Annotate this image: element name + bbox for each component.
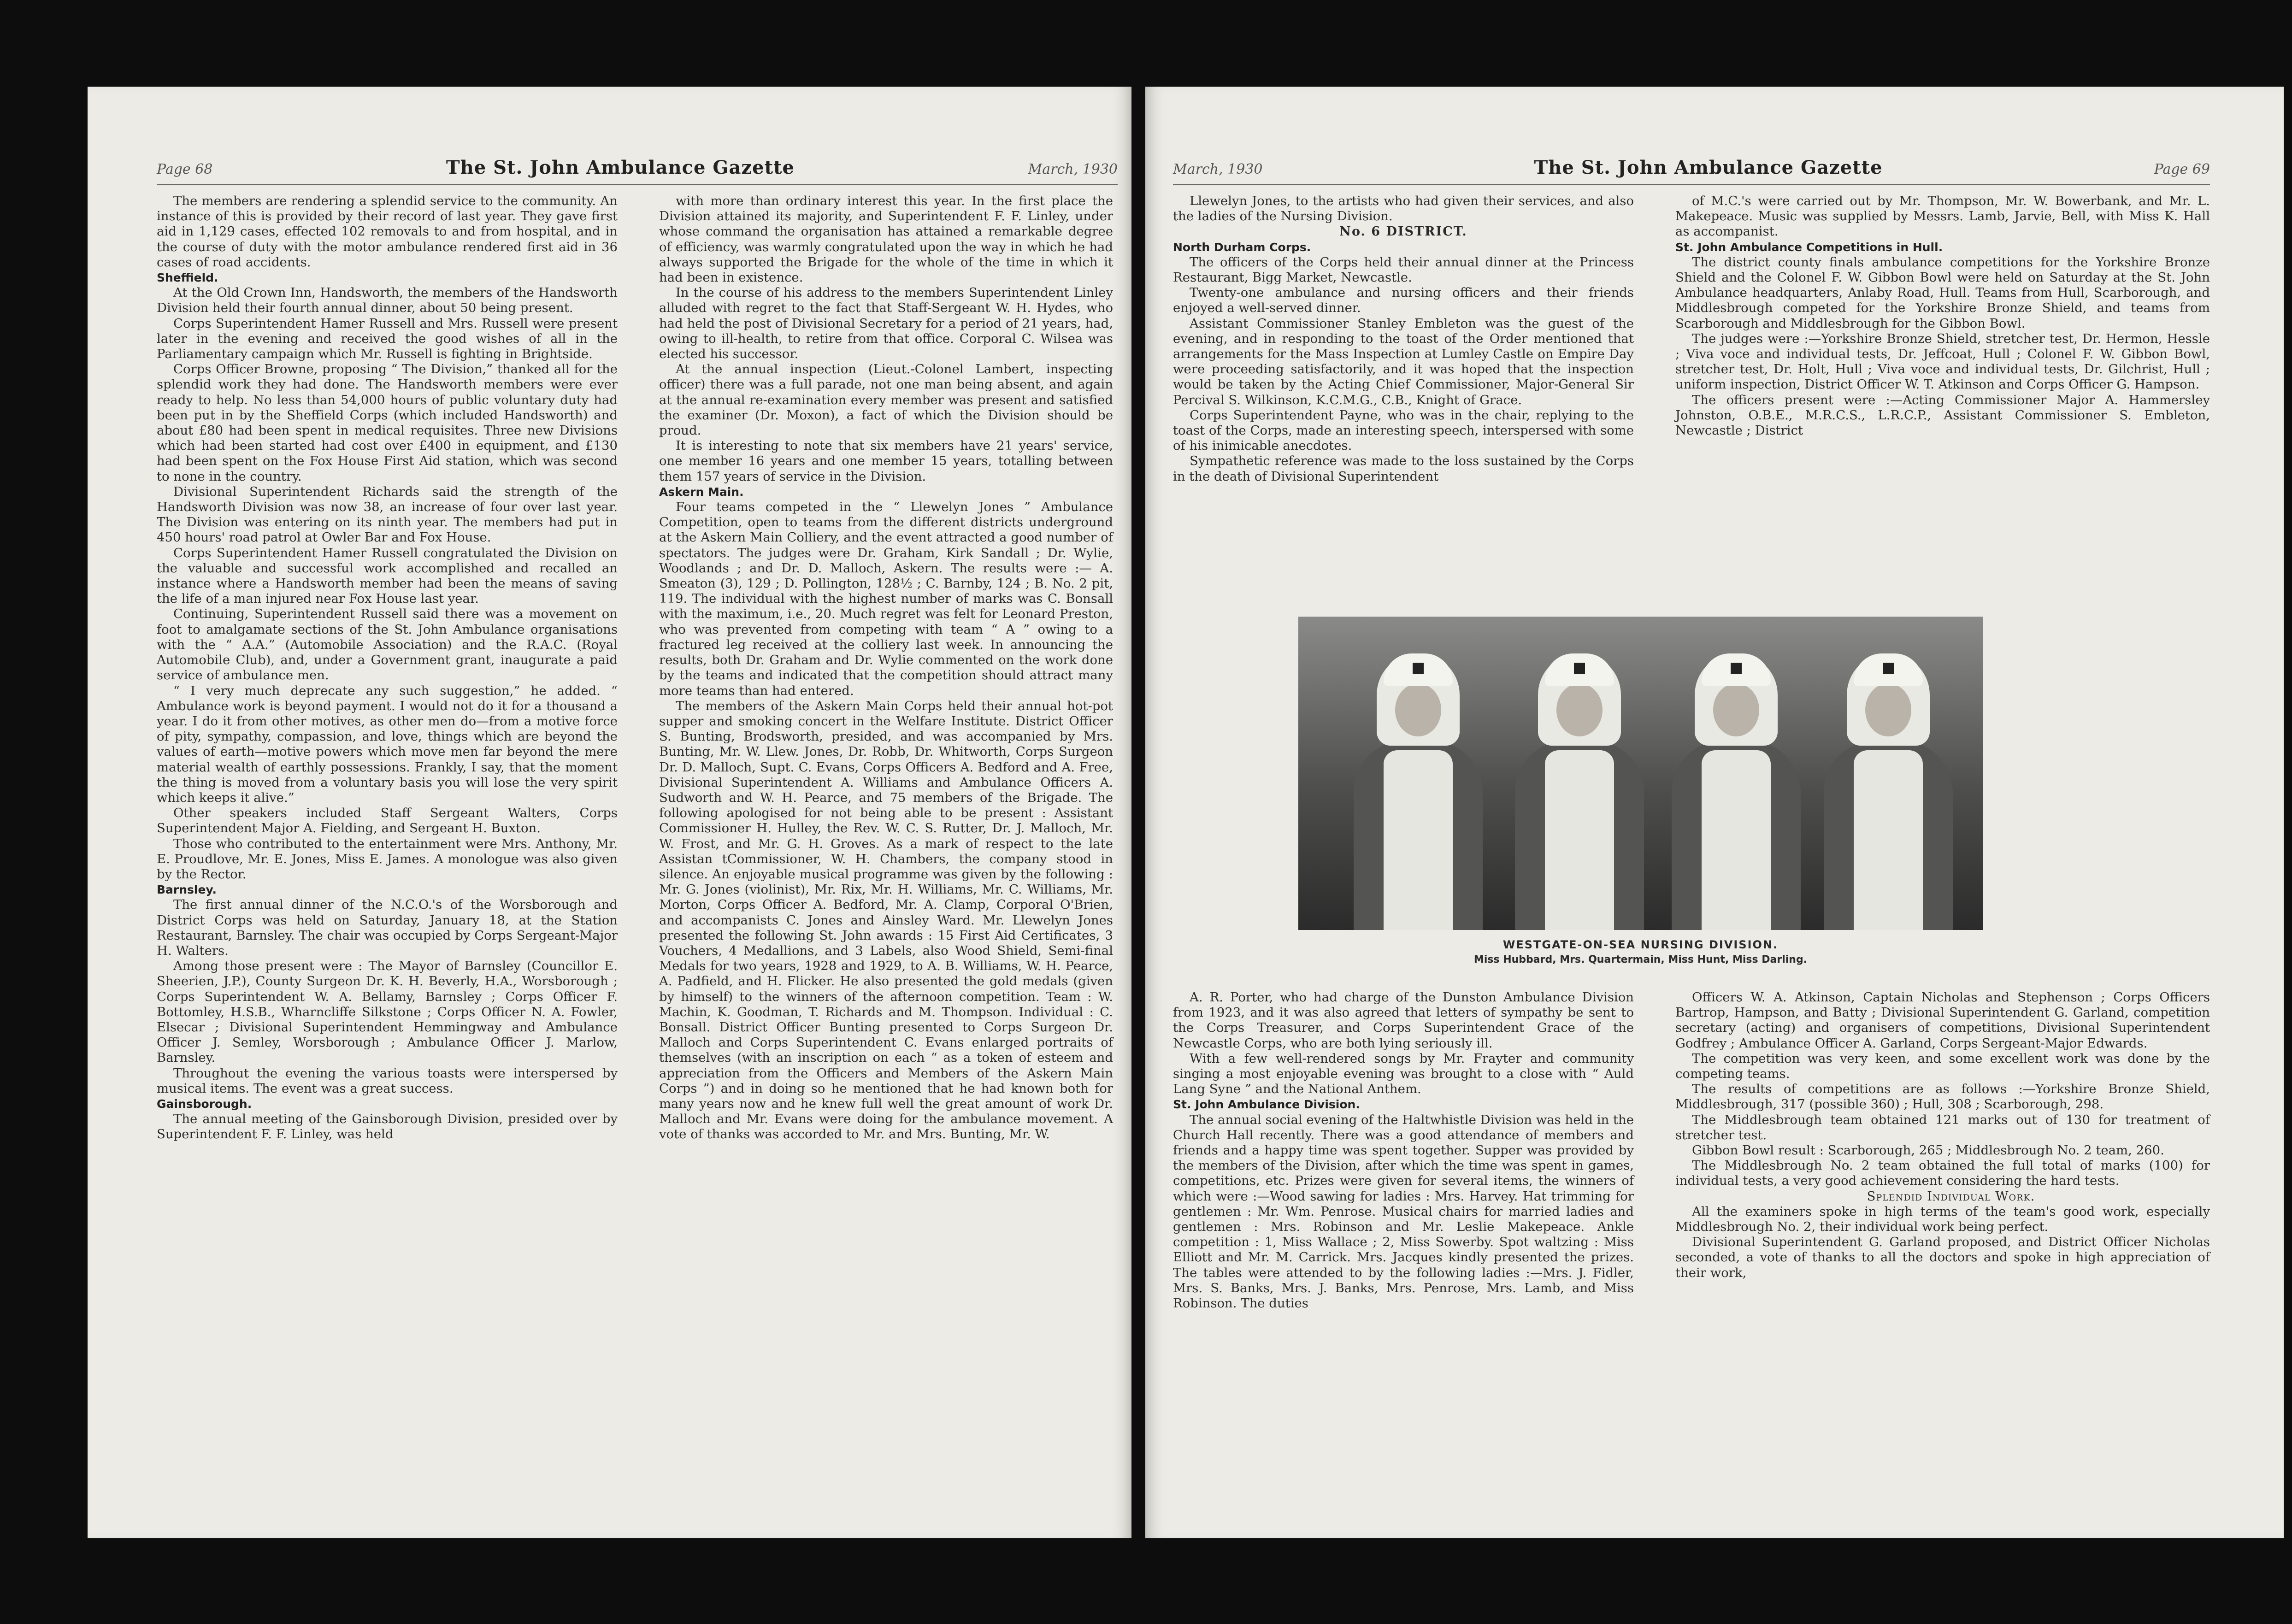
page-number: Page 69 — [2154, 161, 2210, 177]
section-heading: Sheffield. — [157, 271, 218, 285]
section-heading: St. John Ambulance Division. — [1173, 1098, 1360, 1112]
paragraph: Corps Superintendent Hamer Russell and Mrs. Russell were present later in the evening and received the good wishes of all in the Parliamentary campaign which Mr. Russell is fighting in Brightside. — [157, 316, 618, 362]
nurse-figure — [1349, 644, 1487, 930]
paragraph: Four teams competed in the “ Llewelyn Jones ” Ambulance Competition, open to teams from the different districts underground at the Askern Main Colliery, and the event attracted a good number of spectators. The judges were Dr. Graham, Kirk Sandall ; Dr. Wylie, Woodlands ; and Dr. D. Malloch, Askern. The results were :— A. Smeaton (3), 129 ; D. Pollington, 128½ ; C. Barnby, 124 ; B. No. 2 pit, 119. The individual with the highest number of marks was C. Bonsall with the maximum, i.e., 20. Much regret was felt for Leonard Preston, who was prevented from competing with team “ A ” owing to a fractured leg received at the colliery last week. In announcing the results, both Dr. Graham and Dr. Wylie commented on the work done by the teams and indicated that the competition should attract many more teams than had entered. — [659, 500, 1113, 698]
group-photograph — [1298, 617, 1983, 930]
paragraph: Officers W. A. Atkinson, Captain Nicholas and Stephenson ; Corps Officers Bartrop, Hampson, and Batty ; Divisional Superintendent G. Garland, competition secretary (acting) and organisers of competitions, Divisional Superintendent Godfrey ; Ambulance Officer A. Garland, Corps Sergeant-Major Edwards. — [1675, 990, 2210, 1051]
journal-title: The St. John Ambulance Gazette — [446, 157, 795, 178]
section-heading: Barnsley. — [157, 883, 217, 897]
paragraph: The competition was very keen, and some excellent work was done by the competing teams. — [1675, 1051, 2210, 1082]
paragraph: A. R. Porter, who had charge of the Dunston Ambulance Division from 1923, and it was also agreed that letters of sympathy be sent to the Corps Treasurer, and Corps Superintendent Grace of the Newcastle Corps, who are both lying seriously ill. — [1173, 990, 1634, 1051]
issue-date: March, 1930 — [1028, 161, 1118, 177]
article-column — [1173, 990, 1634, 1311]
paragraph: The first annual dinner of the N.C.O.'s of the Worsborough and District Corps was held on Saturday, January 18, at the Station Restaurant, Barnsley. The chair was occupied by Corps Sergeant-Major H. Walters. — [157, 897, 618, 958]
paragraph: All the examiners spoke in high terms of the team's good work, especially Middlesbrough No. 2, their individual work being perfect. — [1675, 1204, 2210, 1235]
paragraph: With a few well-rendered songs by Mr. Frayter and community singing a most enjoyable evening was brought to a close with “ Auld Lang Syne ” and the National Anthem. — [1173, 1051, 1634, 1097]
paragraph: The officers present were :—Acting Commissioner Major A. Hammersley Johnston, O.B.E., M.R.C.S., L.R.C.P., Assistant Commissioner S. Embleton, Newcastle ; District — [1675, 392, 2210, 438]
right-page — [1145, 87, 2284, 1538]
article-column — [659, 194, 1113, 1142]
paragraph: Continuing, Superintendent Russell said there was a movement on foot to amalgamate sections of the St. John Ambulance organisations with the “ A.A.” (Automobile Association) and the R.A.C. (Royal Automobile Club), and, under a Government grant, inaugurate a paid service of ambulance men. — [157, 606, 618, 683]
page-header-left — [157, 157, 1118, 186]
article-column — [157, 194, 618, 1142]
paragraph: Assistant Commissioner Stanley Embleton was the guest of the evening, and in responding to the toast of the Order mentioned that arrangements for the Mass Inspection at Lumley Castle on Empire Day were proceeding satisfactorily, and it was hoped that the inspection would be taken by the Acting Chief Commissioner, Major-General Sir Percival S. Wilkinson, K.C.M.G., C.B., Knight of Grace. — [1173, 316, 1634, 407]
paragraph: Divisional Superintendent Richards said the strength of the Handsworth Division was now 38, an increase of four over last year. The Division was entering on its ninth year. The members had put in 450 hours' road patrol at Owler Bar and Fox House. — [157, 484, 618, 545]
paragraph: The Middlesbrough No. 2 team obtained the full total of marks (100) for individual tests, a very good achievement considering the hard tests. — [1675, 1158, 2210, 1189]
page-header-right — [1173, 157, 2210, 186]
paragraph: Corps Officer Browne, proposing “ The Division,” thanked all for the splendid work they had done. The Handsworth members were ever ready to help. No less than 54,000 hours of public voluntary duty had been put in by the Sheffield Corps (which included Handsworth) and about £80 had been spent in medical requisites. Three new Divisions which had been started had cost over £400 in equipment, and £130 had been spent on the Fox House First Aid station, which was second to none in the country. — [157, 362, 618, 484]
paragraph: The Middlesbrough team obtained 121 marks out of 130 for treatment of stretcher test. — [1675, 1112, 2210, 1142]
section-heading: Askern Main. — [659, 485, 744, 499]
paragraph: The members of the Askern Main Corps held their annual hot-pot supper and smoking concert in the Welfare Institute. District Officer S. Bunting, Brodsworth, presided, and was accompanied by Mrs. Bunting, Mr. W. Llew. Jones, Dr. Robb, Dr. Whitworth, Corps Surgeon Dr. D. Malloch, Supt. C. Evans, Corps Officers A. Bedford and A. Free, Divisional Superintendent A. Williams and Ambulance Officers A. Sudworth and W. H. Pearce, and 75 members of the Brigade. The following apologised for not being able to be present : Assistant Commissioner H. Hulley, the Rev. W. C. S. Rutter, Dr. J. Malloch, Mr. W. Frost, and Mr. G. H. Groves. As a mark of respect to the late Assistan tCommissioner, W. H. Chambers, the company stood in silence. An enjoyable musical programme was given by the following : Mr. G. Jones (violinist), Mr. Rix, Mr. H. Williams, Mr. C. Williams, Mr. Morton, Corps Officer A. Bedford, Mr. A. Clamp, Corporal O'Brien, and accompanists C. Jones and Ainsley Ward. Mr. Llewelyn Jones presented the following St. John awards : 15 First Aid Certificates, 3 Vouchers, 4 Medallions, and 3 Labels, also Wood Shield, Semi-final Medals for two years, 1928 and 1929, to A. B. Williams, W. H. Pearce, A. Padfield, and H. Flicker. He also presented the gold medals (given by himself) to the winners of the afternoon competition. Team : W. Machin, K. Goodman, T. Richards and M. Thompson. Individual : C. Bonsall. District Officer Bunting presented to Corps Surgeon Dr. Malloch and Corps Superintendent C. Evans enlarged portraits of themselves (with an inscription on each “ as a token of esteem and appreciation from the Officers and Members of the Askern Main Corps ”) and in doing so he mentioned that he had known both for many years now and he knew full well the great amount of work Dr. Malloch and Mr. Evans were doing for the ambulance movement. A vote of thanks was accorded to Mr. and Mrs. Bunting, Mr. W. — [659, 698, 1113, 1142]
paragraph: Corps Superintendent Hamer Russell congratulated the Division on the valuable and successful work accomplished and recalled an instance where a Handsworth member had been the means of saving the life of a man injured near Fox House last year. — [157, 545, 618, 606]
paragraph: Throughout the evening the various toasts were interspersed by musical items. The event was a great success. — [157, 1065, 618, 1096]
subheading: Splendid Individual Work. — [1867, 1189, 2035, 1204]
paragraph: The judges were :—Yorkshire Bronze Shield, stretcher test, Dr. Hermon, Hessle ; Viva voce and individual tests, Dr. Jeffcoat, Hull ; Colonel F. W. Gibbon Bowl, stretcher test, Dr. Holt, Hull ; Viva voce and individual tests, Dr. Gilchrist, Hull ; uniform inspection, District Officer W. T. Atkinson and Corps Officer G. Hampson. — [1675, 331, 2210, 392]
paragraph: The officers of the Corps held their annual dinner at the Princess Restaurant, Bigg Market, Newcastle. — [1173, 254, 1634, 285]
paragraph: The district county finals ambulance competitions for the Yorkshire Bronze Shield and the Colonel F. W. Gibbon Bowl were held on Saturday at the St. John Ambulance headquarters, Anlaby Road, Hull. Teams from Hull, Scarborough, and Middlesbrough competed for the Yorkshire Bronze Shield, and teams from Scarborough and Middlesbrough for the Gibbon Bowl. — [1675, 254, 2210, 331]
paragraph: Llewelyn Jones, to the artists who had given their services, and also the ladies of the Nursing Division. — [1173, 194, 1634, 224]
paragraph: The results of competitions are as follows :—Yorkshire Bronze Shield, Middlesbrough, 317 (possible 360) ; Hull, 308 ; Scarborough, 298. — [1675, 1082, 2210, 1112]
paragraph: At the annual inspection (Lieut.-Colonel Lambert, inspecting officer) there was a full parade, not one man being absent, and again at the annual re-examination every member was present and satisfied the examiner (Dr. Moxon), a fact of which the Division should be proud. — [659, 362, 1113, 438]
paragraph: Divisional Superintendent G. Garland proposed, and District Officer Nicholas seconded, a vote of thanks to all the doctors and spoke in high appreciation of their work, — [1675, 1235, 2210, 1280]
paragraph: The annual social evening of the Haltwhistle Division was held in the Church Hall recently. There was a good attendance of members and friends and a happy time was spent together. Supper was provided by the members of the Division, after which the time was spent in games, competitions, etc. Prizes were given for several items, the winners of which were :—Wood sawing for ladies : Mrs. Harvey. Hat trimming for gentlemen : Mr. Wm. Penrose. Musical chairs for married ladies and gentlemen : Mrs. Robinson and Mr. Leslie Makepeace. Ankle competition : 1, Miss Wallace ; 2, Miss Sowerby. Spot waltzing : Miss Elliott and Mr. M. Carrick. Mrs. Jacques kindly presented the prizes. The tables were attended to by the following ladies :—Mrs. J. Fidler, Mrs. S. Banks, Mrs. J. Banks, Mrs. Penrose, Mrs. Lamb, and Miss Robinson. The duties — [1173, 1112, 1634, 1311]
paragraph: It is interesting to note that six members have 21 years' service, one member 16 years and one member 15 years, totalling between them 157 years of service in the Division. — [659, 438, 1113, 484]
paragraph: The members are rendering a splendid service to the community. An instance of this is provided by their record of last year. They gave first aid in 1,129 cases, effected 102 removals to and from hospital, and in the course of duty with the motor ambulance rendered first aid in 36 cases of road accidents. — [157, 194, 618, 270]
paragraph: Corps Superintendent Payne, who was in the chair, replying to the toast of the Corps, made an interesting speech, interspersed with some of his inimicable anecdotes. — [1173, 407, 1634, 453]
section-heading: North Durham Corps. — [1173, 240, 1311, 254]
caption-names: Miss Hubbard, Mrs. Quartermain, Miss Hunt, Miss Darling. — [1473, 954, 1808, 965]
article-column — [1675, 194, 2210, 438]
paragraph: Among those present were : The Mayor of Barnsley (Councillor E. Sheerien, J.P.), County Surgeon Dr. K. H. Beverly, H.A., Worsborough ; Corps Superintendent W. A. Bellamy, Barnsley ; Corps Officer F. Bottomley, H.S.B., Wharncliffe Silkstone ; Corps Officer N. A. Fowler, Elsecar ; Divisional Superintendent Hemmingway and Ambulance Officer J. Semley, Worsborough ; Ambulance Officer J. Marlow, Barnsley. — [157, 959, 618, 1065]
section-heading: St. John Ambulance Competitions in Hull. — [1675, 240, 1943, 254]
paragraph: Gibbon Bowl result : Scarborough, 265 ; Middlesbrough No. 2 team, 260. — [1692, 1143, 2164, 1158]
paragraph: “ I very much deprecate any such suggestion,” he added. “ Ambulance work is beyond payment. I would not do it for a thousand a year. I do it from other motives, as other men do—from a motive force of pity, sympathy, compassion, and love, things which are beyond the values of earth—motive powers which move men far beyond the mere material wealth of earthly possessions. Frankly, I say, that the moment the thing is moved from a voluntary basis you will lose the very spirit which keeps it alive.” — [157, 683, 618, 805]
paragraph: The annual meeting of the Gainsborough Division, presided over by Superintendent F. F. Linley, was held — [157, 1112, 618, 1142]
nurse-figure — [1819, 644, 1957, 930]
caption-title: WESTGATE-ON-SEA NURSING DIVISION. — [1502, 938, 1779, 951]
paragraph: In the course of his address to the members Superintendent Linley alluded with regret to the fact that Staff-Sergeant W. H. Hydes, who had held the post of Divisional Secretary for a period of 21 years, had, owing to ill-health, to retire from that office. Corporal C. Wilsea was elected his successor. — [659, 285, 1113, 362]
issue-date: March, 1930 — [1173, 161, 1263, 177]
article-column — [1675, 990, 2210, 1281]
paragraph: Twenty-one ambulance and nursing officers and their friends enjoyed a well-served dinner. — [1173, 285, 1634, 316]
section-heading: Gainsborough. — [157, 1097, 252, 1111]
paragraph: with more than ordinary interest this year. In the first place the Division attained its majority, and Superintendent F. F. Linley, under whose command the organisation has attained a remarkable degree of efficiency, was warmly congratulated upon the way in which he had always supported the Brigade for the whole of the time in which it had been in existence. — [659, 194, 1113, 285]
page-number: Page 68 — [157, 161, 213, 177]
paragraph: Sympathetic reference was made to the loss sustained by the Corps in the death of Divisional Superintendent — [1173, 453, 1634, 484]
district-heading: No. 6 DISTRICT. — [1339, 224, 1467, 239]
left-page — [88, 87, 1131, 1538]
paragraph: of M.C.'s were carried out by Mr. Thompson, Mr. W. Bowerbank, and Mr. L. Makepeace. Music was supplied by Messrs. Lamb, Jarvie, Bell, with Miss K. Hall as accompanist. — [1675, 194, 2210, 239]
paragraph: At the Old Crown Inn, Handsworth, the members of the Handsworth Division held their fourth annual dinner, about 50 being present. — [157, 285, 618, 316]
journal-title: The St. John Ambulance Gazette — [1534, 157, 1883, 178]
article-column — [1173, 194, 1634, 484]
nurse-figure — [1510, 644, 1649, 930]
photo-caption — [1298, 938, 1983, 965]
paragraph: Those who contributed to the entertainment were Mrs. Anthony, Mr. E. Proudlove, Mr. E. Jones, Miss E. James. A monologue was also given by the Rector. — [157, 836, 618, 882]
nurse-figure — [1667, 644, 1805, 930]
paragraph: Other speakers included Staff Sergeant Walters, Corps Superintendent Major A. Fielding, and Sergeant H. Buxton. — [157, 806, 618, 836]
